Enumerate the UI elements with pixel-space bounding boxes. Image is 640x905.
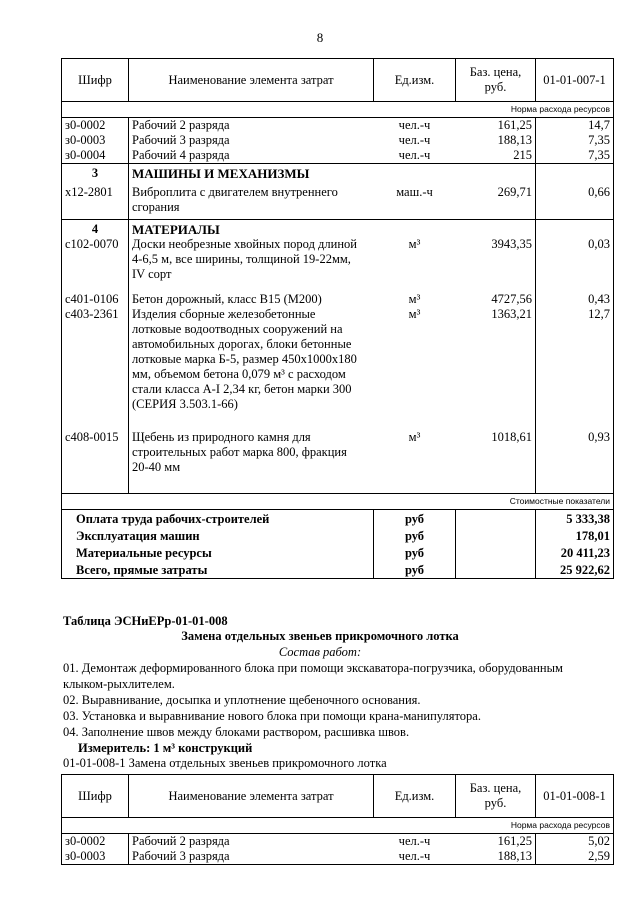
- row-name: Щебень из природного камня для строительных работ марка 800, фракция 20-40 мм: [129, 430, 374, 494]
- resource-table-1: [61, 58, 614, 579]
- header-norm-code: 01-01-008-1: [536, 775, 614, 818]
- totals-row: [62, 510, 614, 528]
- row-code: з0-0002: [62, 118, 129, 134]
- header-name: Наименование элемента затрат: [129, 59, 374, 102]
- page-number: 8: [316, 30, 324, 45]
- total-unit: руб: [374, 510, 456, 528]
- section-title: МАТЕРИАЛЫ: [129, 220, 374, 238]
- row-qty: 2,59: [536, 849, 614, 865]
- total-unit: руб: [374, 561, 456, 579]
- table-row: [62, 118, 614, 134]
- table-row: [62, 181, 614, 220]
- resource-table-2: [61, 774, 614, 865]
- row-unit: чел.-ч: [374, 148, 456, 164]
- table-row: [62, 292, 614, 307]
- total-value: 25 922,62: [536, 561, 614, 579]
- totals-row: [62, 544, 614, 561]
- work-step: клыком-рыхлителем.: [63, 677, 175, 691]
- meter-label: Измеритель: 1 м³ конструкций: [78, 741, 253, 755]
- section-title: МАШИНЫ И МЕХАНИЗМЫ: [129, 164, 374, 182]
- header-name: Наименование элемента затрат: [129, 775, 374, 818]
- total-label: Оплата труда рабочих-строителей: [62, 510, 374, 528]
- table-row: [62, 849, 614, 865]
- row-unit: м³: [374, 430, 456, 494]
- row-unit: м³: [408, 292, 421, 306]
- row-name: Рабочий 2 разряда: [129, 118, 374, 134]
- row-qty: 7,35: [536, 148, 614, 164]
- row-price: 1363,21: [491, 307, 532, 321]
- table-title: Таблица ЭСНиЕРр-01-01-008: [63, 614, 228, 628]
- row-code: з0-0003: [62, 849, 129, 865]
- section-subheading: Состав работ:: [278, 645, 362, 659]
- row-code: с102-0070: [62, 237, 129, 292]
- header-price: Баз. цена, руб.: [456, 775, 536, 818]
- row-price: 188,13: [497, 133, 532, 147]
- row-unit: м³: [408, 307, 421, 321]
- total-label: Эксплуатация машин: [62, 527, 374, 544]
- row-name: Рабочий 4 разряда: [129, 148, 374, 164]
- row-unit: м³: [408, 237, 421, 251]
- section-heading: Замена отдельных звеньев прикромочного лотка: [181, 629, 459, 643]
- table-header: [62, 775, 614, 818]
- row-code: с401-0106: [62, 292, 129, 307]
- row-qty: 14,7: [536, 118, 614, 134]
- section-number: 4: [62, 220, 129, 238]
- section-number: 3: [62, 164, 129, 182]
- row-unit: маш.-ч: [374, 181, 456, 220]
- row-name: Рабочий 2 разряда: [129, 834, 374, 850]
- table-row: [62, 133, 614, 148]
- total-label: Всего, прямые затраты: [62, 561, 374, 579]
- work-step: 02. Выравнивание, досыпка и уплотнение щебеночного основания.: [63, 693, 421, 707]
- total-value: 178,01: [536, 527, 614, 544]
- row-price: 269,71: [456, 181, 536, 220]
- work-step: 03. Установка и выравнивание нового блока при помощи крана-манипулятора.: [63, 709, 481, 723]
- row-price: 4727,56: [491, 292, 532, 306]
- header-code: Шифр: [62, 775, 129, 818]
- row-name: Рабочий 3 разряда: [129, 133, 374, 148]
- total-label: Материальные ресурсы: [62, 544, 374, 561]
- row-name: Рабочий 3 разряда: [129, 849, 374, 865]
- row-unit: чел.-ч: [374, 849, 456, 865]
- norm-label: Норма расхода ресурсов: [62, 818, 614, 834]
- totals-row: [62, 527, 614, 544]
- row-code: з0-0004: [62, 148, 129, 164]
- total-unit: руб: [374, 527, 456, 544]
- code-line: 01-01-008-1 Замена отдельных звеньев прикромочного лотка: [63, 756, 387, 770]
- row-qty: 0,66: [536, 181, 614, 220]
- header-price: Баз. цена, руб.: [456, 59, 536, 102]
- row-name: Доски необрезные хвойных пород длиной 4-6,5 м, все ширины, толщиной 19-22мм, IV сорт: [129, 237, 374, 292]
- row-price: 3943,35: [491, 237, 532, 251]
- row-unit: чел.-ч: [398, 118, 431, 132]
- row-qty: 12,7: [536, 307, 614, 430]
- header-code: Шифр: [62, 59, 129, 102]
- row-qty: 7,35: [536, 133, 614, 148]
- section-row-materials: [62, 220, 614, 238]
- table-header: [62, 59, 614, 102]
- row-code: х12-2801: [62, 181, 129, 220]
- row-code: с408-0015: [62, 430, 129, 494]
- norm-label: Норма расхода ресурсов: [62, 102, 614, 118]
- row-qty: 0,43: [536, 292, 614, 307]
- table-row: [62, 834, 614, 850]
- row-code: з0-0003: [62, 133, 129, 148]
- section-row-machines: [62, 164, 614, 182]
- row-code: с403-2361: [62, 307, 129, 430]
- header-unit: Ед.изм.: [374, 775, 456, 818]
- cost-label: Стоимостные показатели: [62, 494, 614, 510]
- row-unit: чел.-ч: [398, 133, 431, 147]
- total-value: 5 333,38: [536, 510, 614, 528]
- row-unit: чел.-ч: [398, 834, 431, 848]
- total-unit: руб: [374, 544, 456, 561]
- row-name: Виброплита с двигателем внутреннего сгорания: [129, 181, 374, 220]
- total-value: 20 411,23: [536, 544, 614, 561]
- totals-row: [62, 561, 614, 579]
- row-name: Бетон дорожный, класс В15 (М200): [129, 292, 374, 307]
- row-price: 161,25: [497, 834, 532, 848]
- table-row: [62, 430, 614, 494]
- header-unit: Ед.изм.: [374, 59, 456, 102]
- row-price: 1018,61: [456, 430, 536, 494]
- table-row: [62, 237, 614, 292]
- row-price: 215: [456, 148, 536, 164]
- row-qty: 0,93: [536, 430, 614, 494]
- row-qty: 5,02: [536, 834, 614, 850]
- row-price: 188,13: [456, 849, 536, 865]
- work-step: 04. Заполнение швов между блоками раствором, расшивка швов.: [63, 725, 410, 739]
- table-row: [62, 148, 614, 164]
- header-norm-code: 01-01-007-1: [536, 59, 614, 102]
- table-row: [62, 307, 614, 430]
- work-step: 01. Демонтаж деформированного блока при помощи экскаватора-погрузчика, оборудованным: [63, 661, 563, 675]
- row-name: Изделия сборные железобетонные лотковые водоотводных сооружений на автомобильных дорогах, блоки бетонные лотковые марка Б-5, размер 450х1000х180 мм, объемом бетона 0,079 м³ с расходом стали класса А-I 2,34 кг, бетон марки 300 (СЕРИЯ 3.503.1-66): [129, 307, 374, 430]
- row-qty: 0,03: [536, 237, 614, 292]
- row-code: з0-0002: [62, 834, 129, 850]
- row-price: 161,25: [497, 118, 532, 132]
